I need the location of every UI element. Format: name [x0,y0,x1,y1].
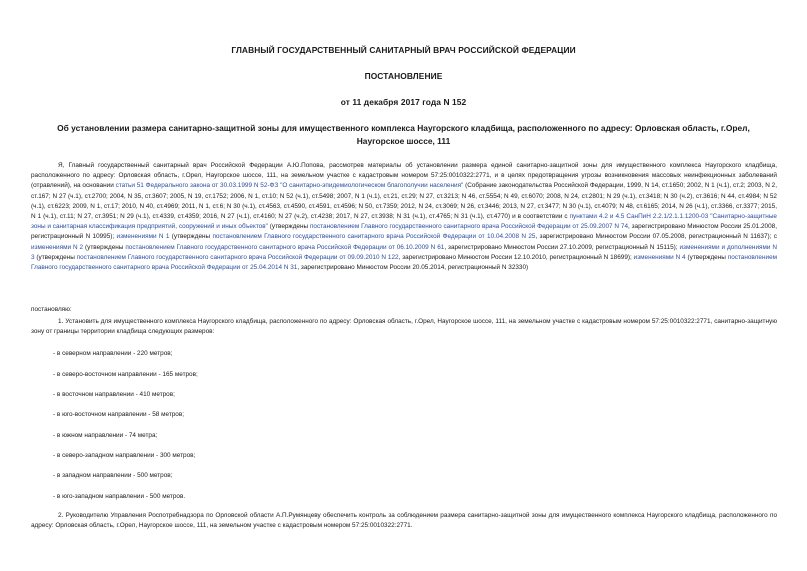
item-2-paragraph: 2. Руководителю Управления Роспотребнадзора по Орловской области А.П.Румянцеву обеспечить контроль за соблюдением размера санитарно-защитной зоны для имущественного комплекса Наугорского кладбища, расположенного по адресу: Орловская область, г.Орел, Наугорское шоссе, 111, на земельном участке с кадастровым номером 57:25:0010322:2771. [31,512,777,530]
law-article-link[interactable]: статьи 51 Федерального закона от 30.03.1999 N 52-ФЗ "О санитарно-эпидемиологическом благополучии населения" [115,182,464,190]
resolution-link[interactable]: постановлением Главного государственного санитарного врача Российской Федерации от 09.09.2010 N 122 [76,253,399,261]
document-type: ПОСТАНОВЛЕНИЕ [364,71,443,81]
direction-item-west: - в западном направлении - 500 метров; [53,472,173,479]
document-title: Об установлении размера санитарно-защитной зоны для имущественного комплекса Наугорского кладбища, расположенного по адресу: Орловская область, г.Орел, Наугорское шоссе, 111 [57,123,750,146]
direction-item-northeast: - в северо-восточном направлении - 165 метров; [53,371,198,378]
preamble-text: , зарегистрировано Минюстом России 07.05.2008, регистрационный N 11637); с [535,233,777,241]
document-date-number: от 11 декабря 2017 года N 152 [340,97,467,107]
resolution-link[interactable]: постановлением Главного государственного санитарного врача Российской Федерации от 25.09.2007 N 74 [309,223,628,231]
preamble-paragraph [31,161,777,273]
amendments-1-link[interactable]: изменениями N 1 [116,233,170,241]
amendments-2-link[interactable]: изменениями N 2 [31,243,84,251]
decree-word: постановляю: [31,306,72,313]
direction-item-southwest: - в юго-западном направлении - 500 метров. [53,493,186,500]
item-1-paragraph: 1. Установить для имущественного комплекса Наугорского кладбища, расположенного по адресу: Орловская область, г.Орел, Наугорское шоссе, 111, на земельном участке с кадастровым номером 57:25:0010322:2771, санитарно-защитную зону от границы территории кладбища следующих размеров: [31,318,777,336]
preamble-text: , зарегистрировано Минюстом России 12.10.2010, регистрационный N 18699); [398,253,634,261]
amendments-3-link[interactable]: изменениями и дополнениями N 3 [31,243,777,261]
preamble-text: (Собрание законодательства Российской Федерации, 1999, N 14, ст.1650; 2002, N 1 (ч.1), ст.2; 2003, N 2, ст.167; N 27 (ч.1), ст.2700; 2004, N 35, ст.3607; 2005, N 19, ст.1752; 2006, N 1, ст.10; N 52 (ч.1), ст.5498; 2007, N 1 (ч.1), ст.21, ст.29; N 27, ст.3213; N 46, ст.5554; N 49, ст.6070; 2008, N 24, ст.2801; N 29 (ч.1), ст.3418; N 30 (ч.2), ст.3616; N 44, ст.4984; N 52 (ч.1), ст.6223; 2009, N 1, ст.17; 2010, N 40, ст.4969; 2011, N 1, ст.6; N 30 (ч.1), ст.4563, ст.4590, ст.4591, ст.4596; N 50, ст.7359; 2012, N 24, ст.3069; N 26, ст.3446; 2013, N 27, ст.3477; N 30 (ч.1), ст.4079; N 48, ст.6165; 2014, N 26 (ч.1), ст.3366, ст.3377; 2015, N 1 (ч.1), ст.11; N 27, ст.3951; N 29 (ч.1), ст.4339, ст.4359; 2016, N 27 (ч.1), ст.4160; N 27 (ч.2), ст.4238; 2017, N 27, ст.3938; N 31 (ч.1), ст.4765; N 31 (ч.1), ст.4770) и в соответствии с [31,182,777,221]
direction-item-southeast: - в юго-восточном направлении - 58 метров; [53,411,185,418]
direction-item-south: - в южном направлении - 74 метра; [53,432,158,439]
preamble-text: Я, Главный государственный санитарный врач Российской Федерации А.Ю.Попова, рассмотрев материалы об установлении размера единой санитарно-защитной зоны для имущественного комплекса Наугорского кладбища, расположенного по адресу: Орловская область, г.Орел, Наугорское шоссе, 111, на земельном участке с кадастровым номером 57:25:0010322:2771, и в целях предотвращения угрозы возникновения массовых неинфекционных заболеваний (отравлений), на основании [31,162,777,190]
resolution-link[interactable]: постановлением Главного государственного санитарного врача Российской Федерации от 10.04.2008 N 25 [212,233,536,241]
preamble-text: (утверждены [169,233,213,241]
preamble-text: (утверждены [267,223,310,231]
resolution-link[interactable]: постановлением Главного государственного санитарного врача Российской Федерации от 06.10.2009 N 61 [125,243,445,251]
issuing-authority: ГЛАВНЫЙ ГОСУДАРСТВЕННЫЙ САНИТАРНЫЙ ВРАЧ РОССИЙСКОЙ ФЕДЕРАЦИИ [231,45,576,55]
preamble-text: (утверждены [83,243,126,251]
sanpin-link[interactable]: пунктами 4.2 и 4.5 СанПиН 2.2.1/2.1.1.1200-03 "Санитарно-защитные зоны и санитарная классификация предприятий, сооружений и иных объектов" [31,213,777,231]
preamble-text: , зарегистрировано Минюстом России 20.05.2014, регистрационный N 32330) [297,264,529,272]
amendments-4-link[interactable]: изменениями N 4 [633,253,686,261]
preamble-text: (утверждены [34,253,77,261]
preamble-text: , зарегистрировано Минюстом России 25.01.2008, регистрационный N 10995); [31,223,777,241]
preamble-text: (утверждены [685,253,728,261]
direction-item-north: - в северном направлении - 220 метров; [53,350,173,357]
direction-item-northwest: - в северо-западном направлении - 300 метров; [53,452,196,459]
resolution-link[interactable]: постановлением Главного государственного санитарного врача Российской Федерации от 25.04.2014 N 31 [31,253,778,272]
direction-item-east: - в восточном направлении - 410 метров; [53,391,175,398]
preamble-text: , зарегистрировано Минюстом России 27.10.2009, регистрационный N 15115); [444,243,680,251]
